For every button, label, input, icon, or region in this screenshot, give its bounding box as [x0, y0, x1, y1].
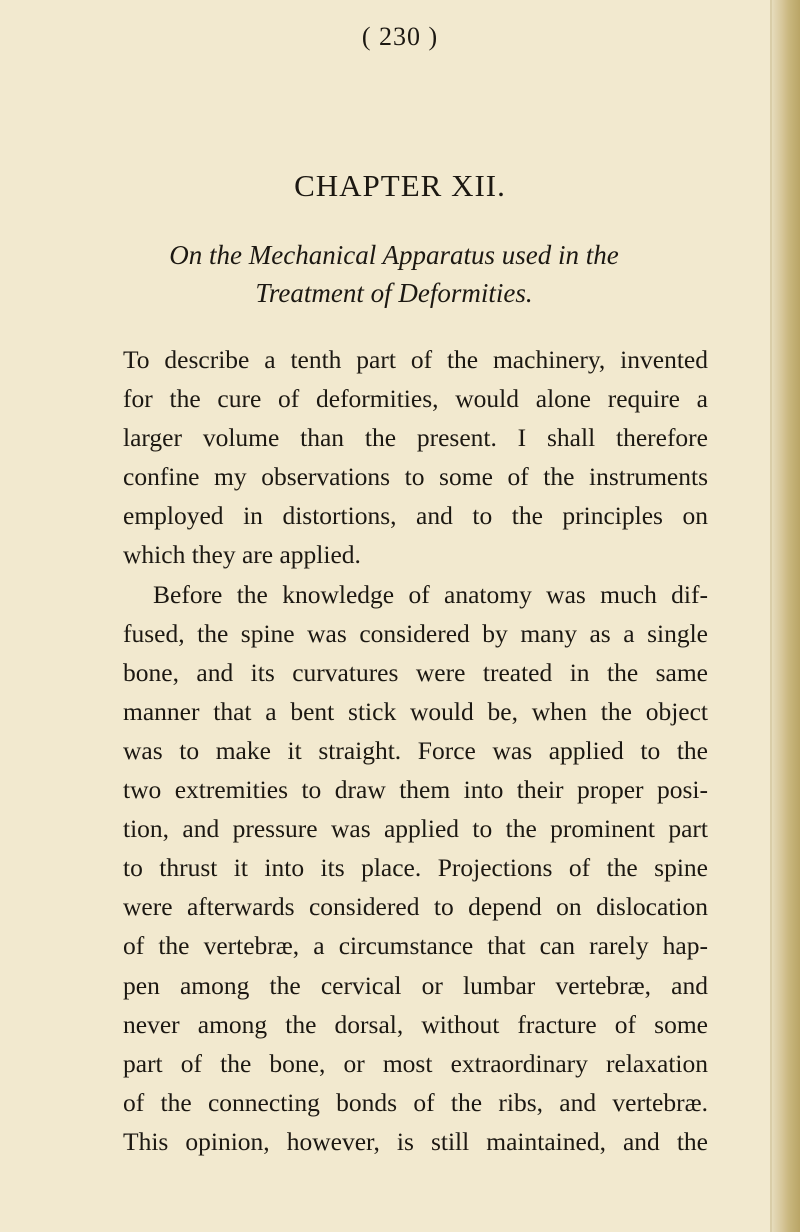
text-line: bone, and its curvatures were treated in the same	[123, 657, 708, 687]
text-line: of the connecting bonds of the ribs, and vertebræ.	[123, 1087, 708, 1117]
chapter-heading: CHAPTER XII.	[294, 168, 506, 203]
text-line: which they are applied.	[123, 540, 361, 570]
text-line: employed in distortions, and to the principles on	[123, 501, 708, 531]
text-line: confine my observations to some of the instruments	[123, 462, 708, 492]
text-line: manner that a bent stick would be, when the object	[123, 696, 708, 726]
text-line: pen among the cervical or lumbar vertebræ, and	[123, 970, 708, 1000]
text-line: to thrust it into its place. Projections of the spine	[123, 853, 708, 883]
text-line: fused, the spine was considered by many as a single	[123, 618, 708, 648]
body-text	[123, 340, 708, 1161]
chapter-subtitle-line-1: On the Mechanical Apparatus used in the	[169, 240, 619, 270]
chapter-subtitle-line-2: Treatment of Deformities.	[255, 278, 533, 308]
text-line: of the vertebræ, a circumstance that can rarely hap-	[123, 931, 708, 961]
text-line: To describe a tenth part of the machinery, invented	[123, 345, 708, 374]
page-number: ( 230 )	[361, 22, 439, 51]
text-line: tion, and pressure was applied to the prominent part	[123, 814, 708, 844]
text-line: part of the bone, or most extraordinary relaxation	[123, 1048, 708, 1078]
text-line: never among the dorsal, without fracture of some	[123, 1009, 708, 1039]
text-line: This opinion, however, is still maintained, and the	[123, 1126, 708, 1156]
text-line: two extremities to draw them into their proper posi-	[123, 775, 708, 805]
text-line: were afterwards considered to depend on dislocation	[123, 892, 708, 922]
text-line: larger volume than the present. I shall therefore	[123, 423, 708, 453]
text-line: Before the knowledge of anatomy was much dif-	[153, 579, 708, 609]
text-line: was to make it straight. Force was applied to the	[123, 735, 708, 765]
text-line: for the cure of deformities, would alone require a	[123, 384, 708, 414]
